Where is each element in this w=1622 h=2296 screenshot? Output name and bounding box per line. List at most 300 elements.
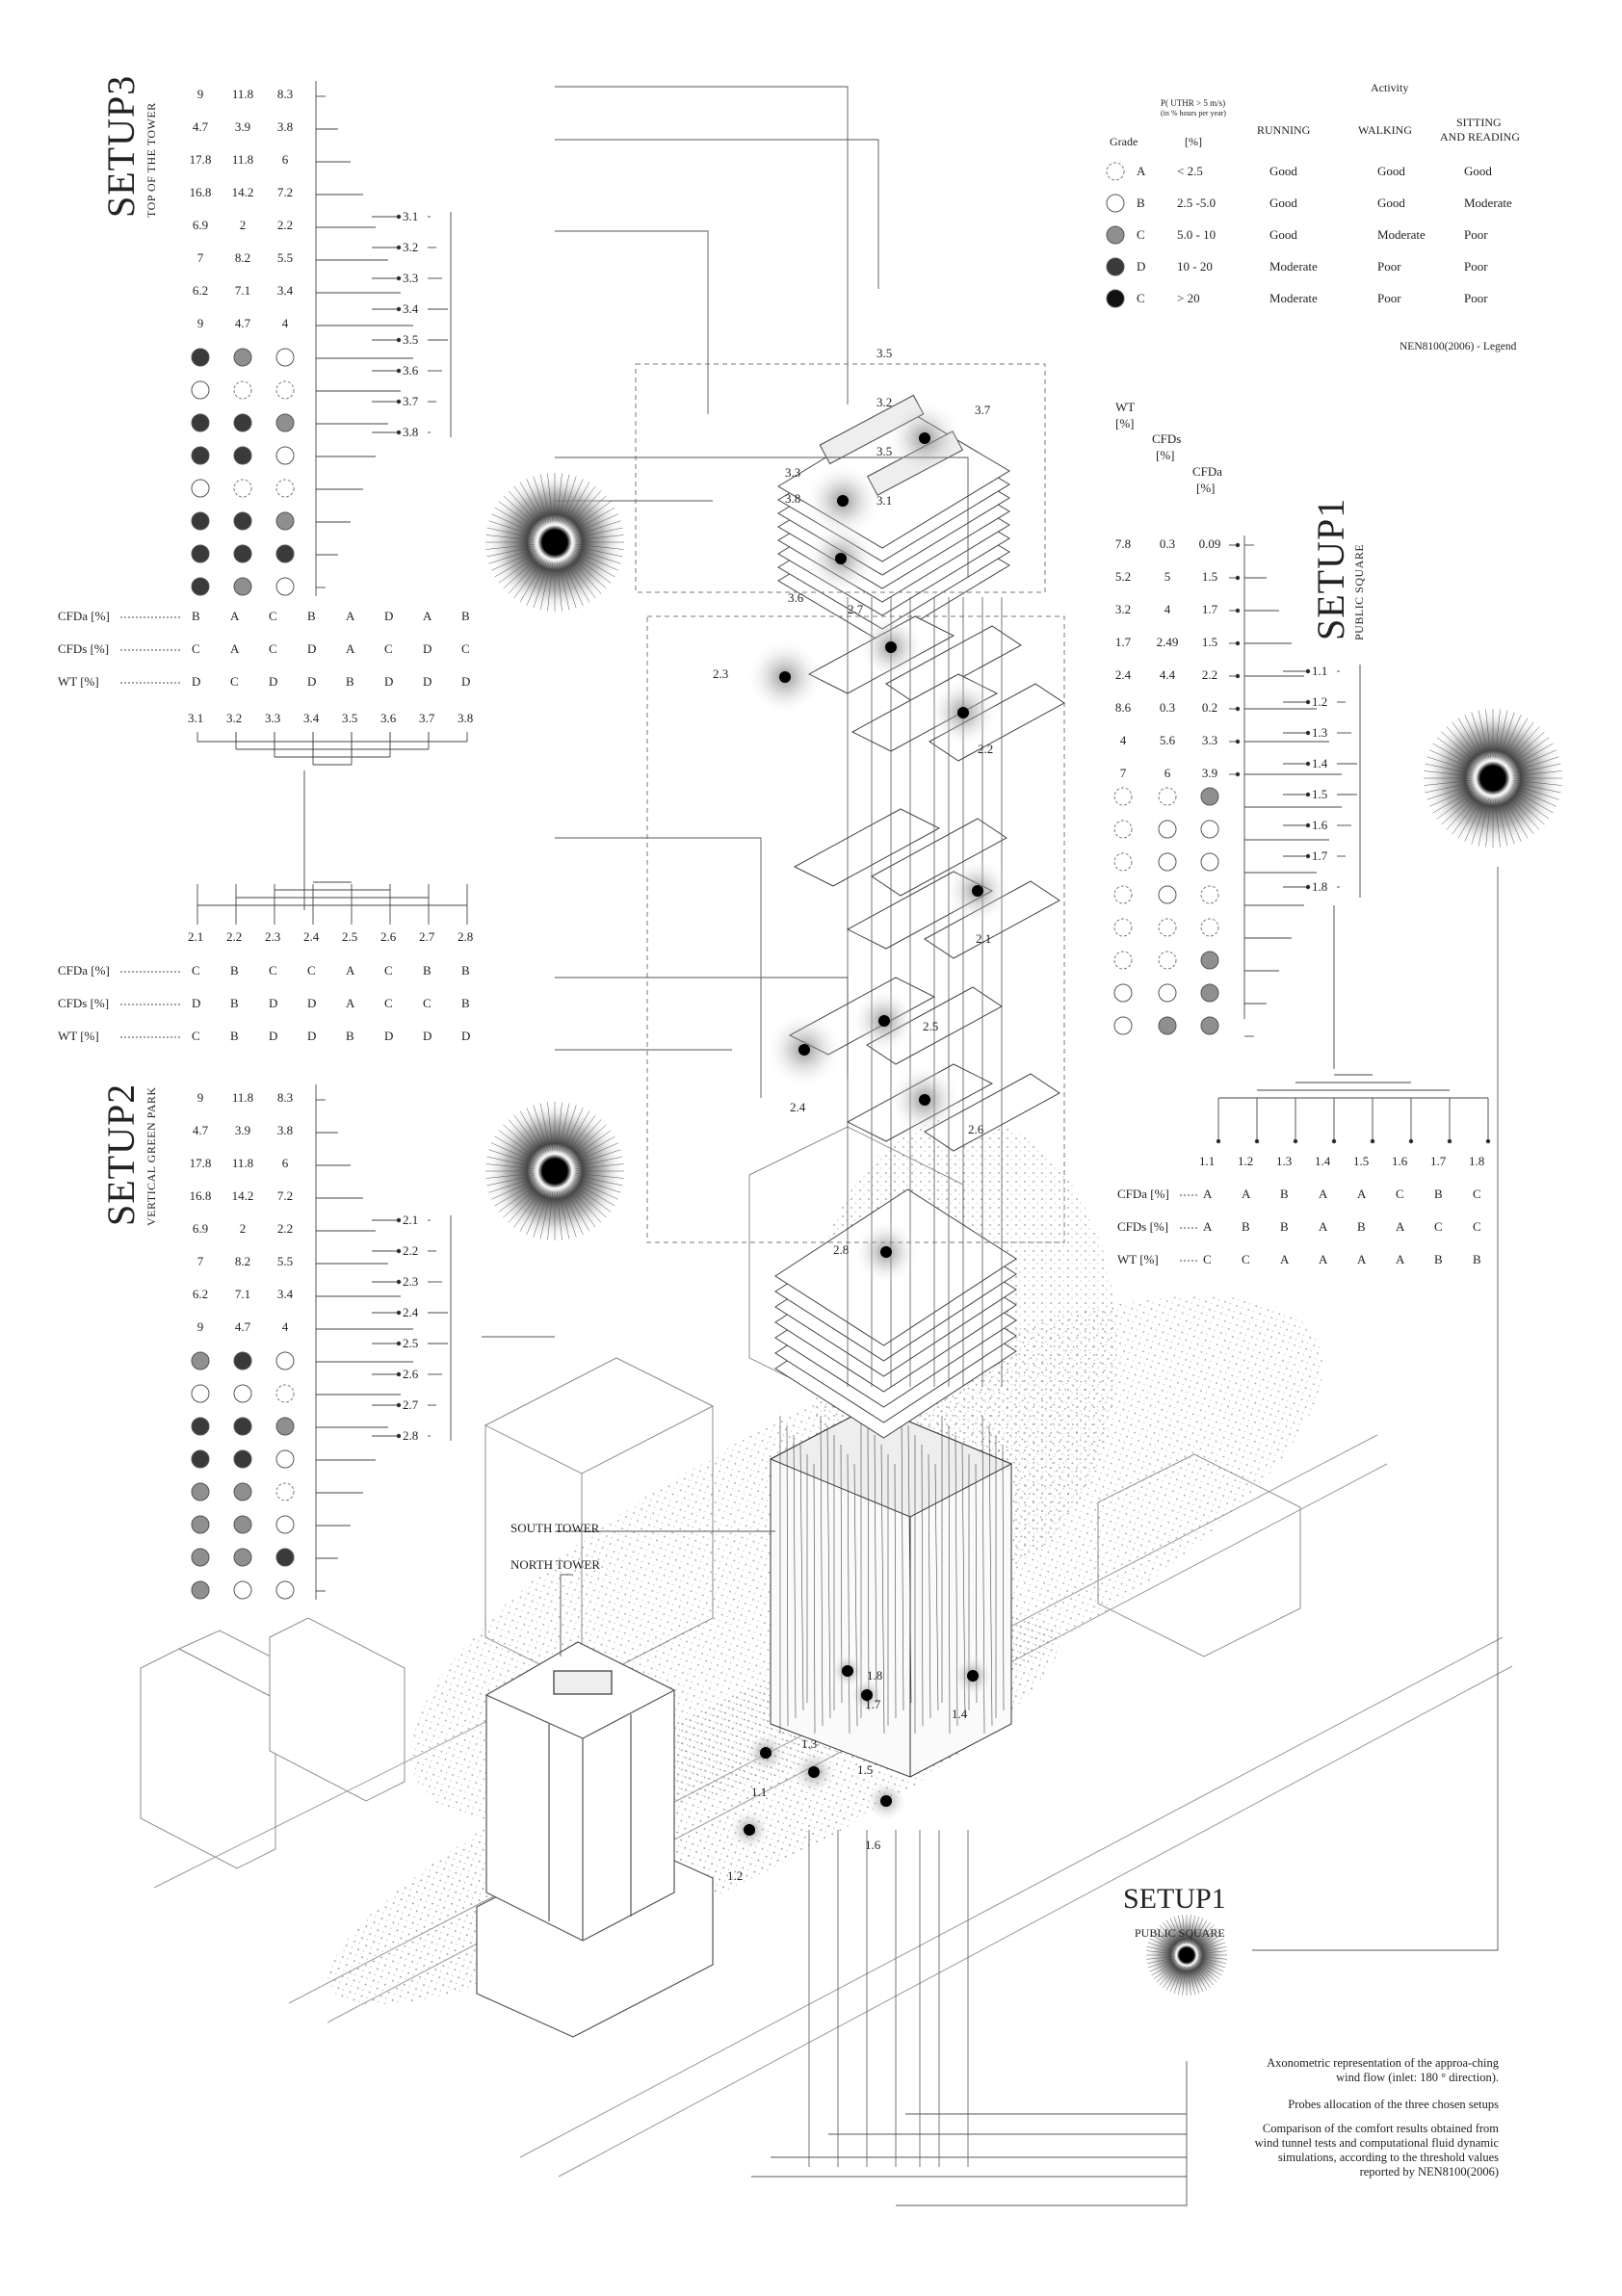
setup3-grade-circle bbox=[276, 381, 294, 399]
drawing-probe-label: 3.8 bbox=[785, 491, 801, 506]
setup1-value: 7 bbox=[1119, 766, 1127, 780]
setup2-value: 3.4 bbox=[276, 1287, 294, 1301]
setup3-compare-value: B bbox=[346, 674, 354, 689]
setup2-compare-probe: 2.7 bbox=[419, 929, 435, 944]
probe-point bbox=[888, 1063, 961, 1136]
probe-point bbox=[952, 1655, 994, 1697]
setup1-compare-value: A bbox=[1396, 1252, 1405, 1266]
setup2-grade-circle bbox=[234, 1516, 251, 1533]
setup3-value: 6 bbox=[281, 152, 289, 167]
legend-sitting-value: Poor bbox=[1464, 259, 1488, 274]
setup1-value: 8.6 bbox=[1114, 700, 1132, 715]
setup1-grade-circle bbox=[1159, 788, 1176, 805]
setup3-probe-dot bbox=[397, 400, 401, 404]
legend-sitting1: SITTING bbox=[1456, 116, 1502, 129]
setup2-probe-label: 2.3 bbox=[403, 1274, 419, 1289]
legend-grade-label: Grade bbox=[1110, 135, 1138, 148]
setup1-value: 1.7 bbox=[1114, 635, 1132, 649]
setup3-compare-value: A bbox=[423, 609, 432, 623]
setup3-grade-circle bbox=[234, 381, 251, 399]
setup2-probe-label: 2.2 bbox=[403, 1243, 419, 1258]
header-wt: WT bbox=[1115, 400, 1136, 414]
setup2-grade-circle bbox=[276, 1483, 294, 1500]
setup1-compare-probe: 1.2 bbox=[1238, 1154, 1254, 1168]
setup3-grade-circle bbox=[234, 578, 251, 595]
setup2-compare-value: C bbox=[423, 996, 432, 1010]
setup2-grade-circle bbox=[234, 1418, 251, 1435]
setup3-grade-circle bbox=[234, 447, 251, 464]
setup2-value: 9 bbox=[196, 1319, 204, 1334]
description-p2: Probes allocation of the three chosen setups bbox=[1288, 2098, 1499, 2111]
setup1-grade-circle bbox=[1159, 853, 1176, 871]
setup3-grade-circle bbox=[192, 349, 209, 366]
setup2-probe-label: 2.1 bbox=[403, 1213, 419, 1227]
drawing-probe-label: 1.6 bbox=[865, 1838, 881, 1852]
setup1-value: 0.09 bbox=[1198, 536, 1221, 551]
setup3-grade-circle bbox=[234, 512, 251, 530]
setup2-probe-dot bbox=[397, 1311, 401, 1315]
setup1-compare-value: A bbox=[1319, 1252, 1328, 1266]
drawing-probe-label: 2.1 bbox=[976, 931, 992, 946]
legend-grade-letter: D bbox=[1137, 259, 1146, 274]
legend-sitting-value: Good bbox=[1464, 164, 1492, 178]
setup2-compare-value: C bbox=[307, 963, 316, 978]
setup2-value: 6.9 bbox=[192, 1221, 209, 1236]
probe-point bbox=[853, 1219, 919, 1285]
setup1-value: 4.4 bbox=[1159, 667, 1176, 682]
setup3-value: 17.8 bbox=[189, 152, 212, 167]
setup2-value: 2.2 bbox=[276, 1221, 294, 1236]
setup2-compare-value: D bbox=[307, 1029, 317, 1043]
setup2-grade-circle bbox=[192, 1581, 209, 1599]
setup3-grade-circle bbox=[276, 447, 294, 464]
probe-point bbox=[851, 988, 917, 1054]
drawing-probe-label: 1.7 bbox=[865, 1697, 881, 1711]
setup1-value: 6 bbox=[1164, 766, 1171, 780]
setup1-grade-circle bbox=[1114, 1017, 1132, 1034]
setup1-probe-label: 1.7 bbox=[1312, 848, 1328, 863]
legend-sitting2: AND READING bbox=[1440, 130, 1520, 144]
setup3-probe-label: 3.6 bbox=[403, 363, 419, 378]
legend-walking-value: Good bbox=[1377, 196, 1405, 210]
setup3-compare-value: D bbox=[423, 641, 432, 656]
setup2-grade-circle bbox=[192, 1516, 209, 1533]
legend-grade-circle bbox=[1107, 290, 1124, 307]
stack-label: 3.1 bbox=[876, 493, 893, 508]
legend-walking: WALKING bbox=[1358, 123, 1412, 137]
setup3-value: 8.3 bbox=[276, 87, 294, 101]
setup2-value: 4.7 bbox=[192, 1123, 209, 1137]
setup3-compare-probe: 3.1 bbox=[188, 711, 204, 725]
setup1-compare-probe: 1.4 bbox=[1315, 1154, 1331, 1168]
setup2-probe-dot bbox=[397, 1403, 401, 1407]
legend-running-value: Good bbox=[1269, 164, 1297, 178]
setup1-value: 4 bbox=[1164, 602, 1171, 616]
setup3-value: 3.9 bbox=[234, 119, 251, 134]
setup3-value: 4 bbox=[281, 316, 289, 330]
probe-point bbox=[945, 858, 1010, 924]
setup1-value: 5.6 bbox=[1159, 733, 1176, 747]
setup1-grade-circle bbox=[1114, 821, 1132, 838]
drawing-probe-label: 2.5 bbox=[923, 1019, 939, 1033]
setup1-compare-value: A bbox=[1319, 1219, 1328, 1234]
setup2-compare-value: A bbox=[346, 996, 355, 1010]
setup3-compare-value: C bbox=[461, 641, 470, 656]
setup1-compare-label: CFDs [%] bbox=[1117, 1219, 1169, 1234]
stack-label: 3.2 bbox=[876, 395, 893, 409]
setup2-grade-circle bbox=[276, 1549, 294, 1566]
legend-range: < 2.5 bbox=[1177, 164, 1203, 178]
setup1-compare-value: A bbox=[1396, 1219, 1405, 1234]
setup3-compare-label: WT [%] bbox=[58, 674, 99, 689]
header-cfda-unit: [%] bbox=[1196, 481, 1216, 495]
setup2-compare-value: B bbox=[461, 963, 470, 978]
setup1-value: 1.5 bbox=[1201, 635, 1218, 649]
probe-point bbox=[804, 522, 877, 595]
setup1-compare-probe: 1.5 bbox=[1353, 1154, 1370, 1168]
legend-grade-circle bbox=[1107, 226, 1124, 244]
setup3-value: 3.8 bbox=[276, 119, 294, 134]
setup3-value: 7.2 bbox=[276, 185, 294, 199]
setup3-grade-circle bbox=[192, 381, 209, 399]
probe-point bbox=[745, 1732, 787, 1774]
setup3-value: 6.2 bbox=[192, 283, 209, 298]
setup2-value: 4 bbox=[281, 1319, 289, 1334]
setup2-value: 14.2 bbox=[231, 1188, 254, 1203]
setup1-compare-value: B bbox=[1280, 1219, 1289, 1234]
setup3-value: 7 bbox=[196, 250, 204, 265]
setup1-grade-circle bbox=[1114, 919, 1132, 936]
setup1-compare-value: A bbox=[1357, 1187, 1367, 1201]
setup2-value: 9 bbox=[196, 1090, 204, 1105]
setup3-grade-circle bbox=[192, 545, 209, 562]
setup1-value: 1.7 bbox=[1201, 602, 1218, 616]
setup2-value: 5.5 bbox=[276, 1254, 294, 1268]
setup2-probe-dot bbox=[397, 1434, 401, 1438]
probe-point bbox=[865, 1780, 907, 1822]
setup2-grade-circle bbox=[192, 1450, 209, 1468]
setup3-compare-value: D bbox=[192, 674, 201, 689]
setup1-compare-probe: 1.1 bbox=[1199, 1154, 1216, 1168]
setup3-compare-value: C bbox=[384, 641, 393, 656]
setup1-grade-circle bbox=[1114, 952, 1132, 969]
setup3-compare-probe: 3.8 bbox=[458, 711, 474, 725]
drawing-probe-label: 3.7 bbox=[975, 403, 991, 417]
setup3-grade-circle bbox=[276, 414, 294, 431]
probe-point bbox=[929, 678, 998, 747]
header-cfds-unit: [%] bbox=[1156, 448, 1175, 462]
setup1-value: 2.4 bbox=[1114, 667, 1132, 682]
setup2-value: 7 bbox=[196, 1254, 204, 1268]
setup3-grade-circle bbox=[192, 480, 209, 497]
setup2-value: 17.8 bbox=[189, 1156, 212, 1170]
setup3-large-probe bbox=[485, 473, 624, 612]
setup3-grade-circle bbox=[276, 545, 294, 562]
setup1-value: 3.3 bbox=[1201, 733, 1218, 747]
setup3-compare-value: D bbox=[461, 674, 471, 689]
setup3-compare-value: A bbox=[230, 609, 240, 623]
setup2-grade-circle bbox=[276, 1450, 294, 1468]
setup2-compare-probe: 2.4 bbox=[303, 929, 320, 944]
setup3-grade-circle bbox=[234, 545, 251, 562]
setup1-value: 0.3 bbox=[1159, 536, 1176, 551]
setup2-grade-circle bbox=[234, 1352, 251, 1370]
setup2-value: 2 bbox=[239, 1221, 247, 1236]
setup2-probe-dot bbox=[397, 1342, 401, 1345]
setup2-compare-value: B bbox=[230, 963, 239, 978]
setup2-value: 16.8 bbox=[189, 1188, 212, 1203]
stack-label: 3.5 bbox=[876, 444, 893, 458]
setup1-probe-label: 1.3 bbox=[1312, 725, 1328, 740]
setup1-compare-value: B bbox=[1434, 1187, 1443, 1201]
setup1-grade-circle bbox=[1201, 886, 1218, 903]
setup2-grade-circle bbox=[276, 1516, 294, 1533]
setup2-probe-label: 2.8 bbox=[403, 1428, 419, 1443]
setup1-value: 5 bbox=[1164, 569, 1171, 584]
legend-grade-letter: B bbox=[1137, 196, 1145, 210]
setup2-grade-circle bbox=[276, 1352, 294, 1370]
drawing-probe-label: 2.3 bbox=[713, 666, 729, 681]
setup2-compare-probe: 2.2 bbox=[226, 929, 243, 944]
setup3-title: SETUP3 bbox=[99, 74, 143, 218]
setup2-compare-value: D bbox=[461, 1029, 471, 1043]
setup1-large-probe bbox=[1424, 709, 1562, 848]
setup2-value: 6.2 bbox=[192, 1287, 209, 1301]
setup1-grade-circle bbox=[1114, 984, 1132, 1002]
setup1-compare-label: CFDa [%] bbox=[1117, 1187, 1169, 1201]
setup2-subtitle: VERTICAL GREEN PARK bbox=[144, 1086, 158, 1226]
setup3-compare-probe: 3.2 bbox=[226, 711, 243, 725]
probe-point bbox=[791, 1749, 837, 1795]
setup2-compare-value: D bbox=[384, 1029, 394, 1043]
setup3-value: 14.2 bbox=[231, 185, 254, 199]
legend-running-value: Moderate bbox=[1269, 259, 1318, 274]
drawing-probe-label: 1.3 bbox=[801, 1736, 818, 1751]
setup2-compare-value: C bbox=[269, 963, 277, 978]
setup2-value: 7.2 bbox=[276, 1188, 294, 1203]
setup1-compare-value: B bbox=[1357, 1219, 1366, 1234]
setup3-value: 9 bbox=[196, 316, 204, 330]
setup1-probe-label: 1.2 bbox=[1312, 694, 1328, 709]
setup3-compare-value: B bbox=[307, 609, 316, 623]
setup3-compare-value: C bbox=[230, 674, 239, 689]
setup1-compare-value: B bbox=[1242, 1219, 1250, 1234]
setup1-compare-label: WT [%] bbox=[1117, 1252, 1159, 1266]
probe-point bbox=[858, 614, 924, 680]
setup3-compare-value: D bbox=[384, 674, 394, 689]
setup3-value: 11.8 bbox=[231, 152, 254, 167]
setup1-value: 3.2 bbox=[1114, 602, 1132, 616]
setup3-grade-circle bbox=[192, 578, 209, 595]
setup1-grade-circle bbox=[1114, 886, 1132, 903]
drawing-probe-label: 2.7 bbox=[848, 602, 864, 616]
setup1-value: 2.49 bbox=[1156, 635, 1179, 649]
setup2-grade-circle bbox=[276, 1418, 294, 1435]
setup3-grade-circle bbox=[234, 349, 251, 366]
setup3-value: 16.8 bbox=[189, 185, 212, 199]
setup3-value: 2 bbox=[239, 218, 247, 232]
legend-running-value: Good bbox=[1269, 196, 1297, 210]
setup2-title: SETUP2 bbox=[99, 1083, 143, 1226]
setup1-grade-circle bbox=[1114, 853, 1132, 871]
setup3-probe-label: 3.1 bbox=[403, 209, 419, 223]
header-cfda: CFDa bbox=[1192, 464, 1223, 479]
legend-grade-circle bbox=[1107, 258, 1124, 275]
setup3-grade-circle bbox=[234, 480, 251, 497]
setup2-value: 7.1 bbox=[234, 1287, 251, 1301]
setup3-probe-label: 3.7 bbox=[403, 394, 419, 408]
setup3-compare-value: B bbox=[461, 609, 470, 623]
setup3-value: 11.8 bbox=[231, 87, 254, 101]
setup1-compare-probe: 1.6 bbox=[1392, 1154, 1408, 1168]
setup2-grade-circle bbox=[192, 1549, 209, 1566]
legend-source: NEN8100(2006) - Legend bbox=[1400, 341, 1517, 352]
setup3-probe-dot bbox=[397, 215, 401, 219]
setup2-compare-label: WT [%] bbox=[58, 1029, 99, 1043]
setup3-compare-value: D bbox=[307, 674, 317, 689]
setup1-probe-label: 1.4 bbox=[1312, 756, 1328, 770]
setup1-compare-probe: 1.3 bbox=[1276, 1154, 1293, 1168]
setup3-probe-dot bbox=[397, 307, 401, 311]
setup3-grade-circle bbox=[234, 414, 251, 431]
setup3-grade-circle bbox=[276, 349, 294, 366]
stack-label: 3.5 bbox=[876, 346, 893, 360]
setup3-value: 8.2 bbox=[234, 250, 251, 265]
setup3-compare-value: D bbox=[384, 609, 394, 623]
probe-point bbox=[728, 1809, 771, 1851]
setup2-compare-label: CFDa [%] bbox=[58, 963, 110, 978]
setup1-grade-circle bbox=[1159, 821, 1176, 838]
setup2-probe-label: 2.7 bbox=[403, 1397, 419, 1412]
setup3-grade-circle bbox=[276, 512, 294, 530]
legend-grade-letter: A bbox=[1137, 164, 1146, 178]
setup1-probe-label: 1.6 bbox=[1312, 818, 1328, 832]
setup1-grade-circle bbox=[1159, 952, 1176, 969]
setup3-compare-probe: 3.3 bbox=[265, 711, 281, 725]
setup1-grade-circle bbox=[1159, 886, 1176, 903]
setup3-compare-value: B bbox=[192, 609, 200, 623]
setup1-value: 5.2 bbox=[1114, 569, 1132, 584]
setup2-compare-value: D bbox=[192, 996, 201, 1010]
south-tower bbox=[771, 1406, 1011, 1777]
legend-sitting-value: Moderate bbox=[1464, 196, 1512, 210]
setup3-compare-probe: 3.7 bbox=[419, 711, 435, 725]
setup2-compare-value: B bbox=[423, 963, 432, 978]
setup1-value: 7.8 bbox=[1114, 536, 1132, 551]
setup2-grade-circle bbox=[234, 1483, 251, 1500]
setup3-compare-value: C bbox=[269, 641, 277, 656]
legend-sitting-value: Poor bbox=[1464, 291, 1488, 305]
setup3-probe-label: 3.4 bbox=[403, 301, 419, 316]
setup2-value: 3.9 bbox=[234, 1123, 251, 1137]
setup2-compare-value: C bbox=[384, 996, 393, 1010]
setup1-value: 4 bbox=[1119, 733, 1127, 747]
setup1-compare-value: B bbox=[1434, 1252, 1443, 1266]
probe-point bbox=[766, 1011, 843, 1088]
setup2-compare-value: A bbox=[346, 963, 355, 978]
setup3-value: 4.7 bbox=[234, 316, 251, 330]
south-tower-label: SOUTH TOWER bbox=[510, 1521, 600, 1535]
drawing-probe-label: 3.6 bbox=[788, 590, 804, 605]
setup1-grade-circle bbox=[1201, 952, 1218, 969]
setup2-probe-dot bbox=[397, 1372, 401, 1376]
drawing-probe-label: 1.1 bbox=[751, 1785, 768, 1799]
legend-running: RUNNING bbox=[1257, 123, 1311, 137]
setup1-compare-probe: 1.7 bbox=[1430, 1154, 1447, 1168]
setup3-grade-circle bbox=[192, 414, 209, 431]
drawing-probe-label: 1.4 bbox=[952, 1707, 968, 1721]
setup2-value: 6 bbox=[281, 1156, 289, 1170]
setup2-grade-circle bbox=[234, 1581, 251, 1599]
legend-range: > 20 bbox=[1177, 291, 1200, 305]
setup1-compare-value: A bbox=[1242, 1187, 1251, 1201]
setup3-grade-circle bbox=[192, 512, 209, 530]
setup1-compare-value: A bbox=[1319, 1187, 1328, 1201]
setup1-value: 1.5 bbox=[1201, 569, 1218, 584]
stack-labels bbox=[876, 312, 892, 525]
legend-activity: Activity bbox=[1371, 81, 1409, 94]
legend-range: 2.5 -5.0 bbox=[1177, 196, 1216, 210]
legend-range: 10 - 20 bbox=[1177, 259, 1213, 274]
setup3-compare-value: A bbox=[346, 641, 355, 656]
setup3-value: 9 bbox=[196, 87, 204, 101]
setup3-grade-circle bbox=[276, 578, 294, 595]
setup3-compare-probe: 3.5 bbox=[342, 711, 358, 725]
legend-grade-letter: C bbox=[1137, 291, 1145, 305]
setup2-value: 3.8 bbox=[276, 1123, 294, 1137]
setup3-value: 4.7 bbox=[192, 119, 209, 134]
setup1-probe-label: 1.5 bbox=[1312, 787, 1328, 801]
drawing-probe-label: 3.3 bbox=[785, 465, 801, 480]
setup2-compare-value: B bbox=[230, 1029, 239, 1043]
setup3-grade-circle bbox=[276, 480, 294, 497]
setup2-grade-circle bbox=[192, 1385, 209, 1402]
setup1-grade-circle bbox=[1201, 821, 1218, 838]
setup2-probe-label: 2.4 bbox=[403, 1305, 419, 1319]
setup3-compare-label: CFDs [%] bbox=[58, 641, 110, 656]
setup1-compare-probe: 1.8 bbox=[1469, 1154, 1485, 1168]
setup3-compare-value: D bbox=[269, 674, 278, 689]
setup2-grade-circle bbox=[234, 1450, 251, 1468]
setup2-value: 8.3 bbox=[276, 1090, 294, 1105]
setup2-grade-circle bbox=[276, 1581, 294, 1599]
setup2-compare-label: CFDs [%] bbox=[58, 996, 110, 1010]
setup3-probe-label: 3.8 bbox=[403, 425, 419, 439]
drawing-probe-label: 2.6 bbox=[968, 1122, 984, 1136]
legend-walking-value: Poor bbox=[1377, 291, 1401, 305]
setup2-compare-value: D bbox=[307, 996, 317, 1010]
setup2-compare-probe: 2.3 bbox=[265, 929, 281, 944]
drawing-probe-label: 2.2 bbox=[978, 742, 994, 756]
setup3-compare-probe: 3.4 bbox=[303, 711, 320, 725]
legend-walking-value: Moderate bbox=[1377, 227, 1426, 242]
setup1-compare-value: A bbox=[1203, 1187, 1213, 1201]
setup3-compare-value: A bbox=[230, 641, 240, 656]
setup3-compare-value: C bbox=[192, 641, 200, 656]
setup1-bottom-subtitle: PUBLIC SQUARE bbox=[1135, 1926, 1225, 1940]
setup2-large-probe bbox=[485, 1102, 624, 1240]
drawing-probe-label: 2.4 bbox=[790, 1100, 806, 1114]
setup1-bottom-title: SETUP1 bbox=[1123, 1883, 1226, 1915]
setup3-compare-value: C bbox=[269, 609, 277, 623]
setup2-grade-circle bbox=[234, 1385, 251, 1402]
setup1-compare-value: C bbox=[1203, 1252, 1212, 1266]
setup1-grade-circle bbox=[1201, 1017, 1218, 1034]
setup3-probe-label: 3.3 bbox=[403, 271, 419, 285]
drawing-probe-label: 1.8 bbox=[867, 1668, 883, 1683]
legend-walking-value: Good bbox=[1377, 164, 1405, 178]
setup2-probe-dot bbox=[397, 1218, 401, 1222]
